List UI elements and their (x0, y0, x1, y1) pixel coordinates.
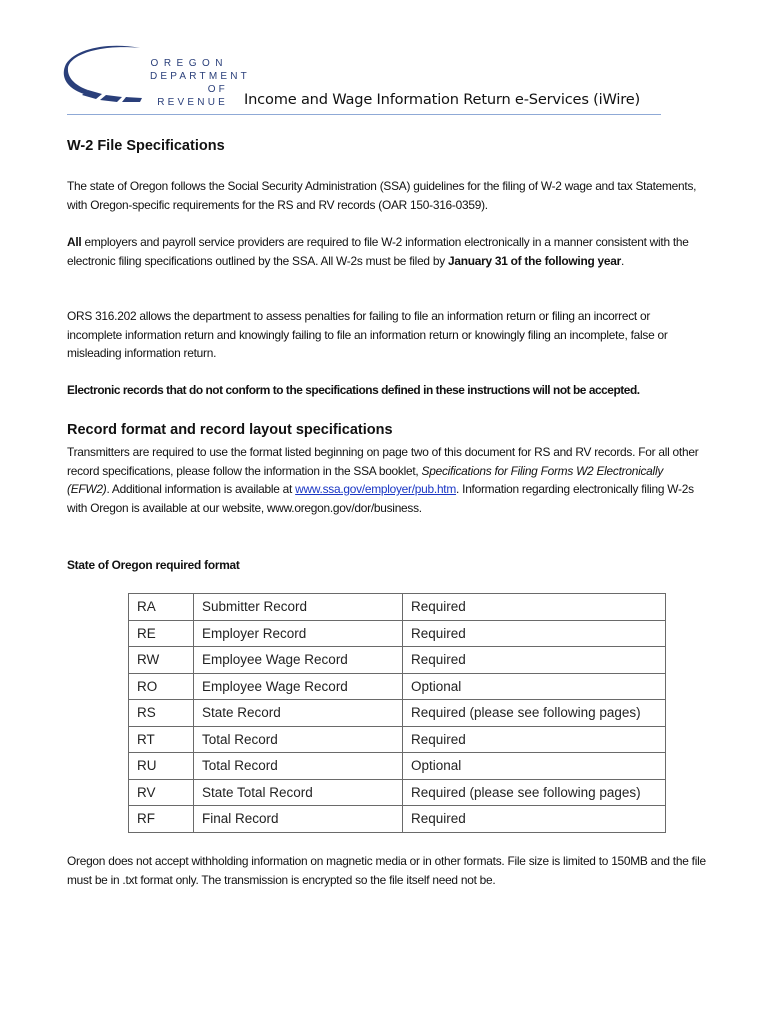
table-row (129, 700, 666, 727)
deadline-emphasis: January 31 of the following year (447, 253, 622, 268)
all-emphasis: All (67, 235, 82, 249)
table-label: State of Oregon required format (67, 558, 240, 572)
record-name: Employee Wage Record (194, 647, 403, 674)
record-status: Required (403, 594, 666, 621)
record-code: RU (129, 753, 194, 780)
file-format-paragraph: Oregon does not accept withholding information on magnetic media or in other formats. File size is limited to 150MB and the file must be in .txt format only. The transmission is encrypted so the file itself need not be. (67, 854, 706, 887)
table-row (129, 779, 666, 806)
record-code: RW (129, 647, 194, 674)
ssa-pub-link[interactable]: www.ssa.gov/employer/pub.htm (295, 482, 457, 496)
record-code: RV (129, 779, 194, 806)
header-divider (67, 114, 661, 115)
record-status: Required (403, 806, 666, 833)
record-format-table (128, 593, 666, 833)
record-name: Final Record (194, 806, 403, 833)
record-status: Required (403, 726, 666, 753)
record-code: RA (129, 594, 194, 621)
record-name: State Record (194, 700, 403, 727)
record-code: RE (129, 620, 194, 647)
record-status: Optional (403, 673, 666, 700)
record-status: Required (403, 620, 666, 647)
record-status: Optional (403, 753, 666, 780)
record-status: Required (please see following pages) (403, 700, 666, 727)
table-row (129, 726, 666, 753)
table-row (129, 753, 666, 780)
oregon-dor-logo (62, 42, 250, 108)
record-name: Submitter Record (194, 594, 403, 621)
table-row (129, 806, 666, 833)
penalties-paragraph: ORS 316.202 allows the department to assess penalties for failing to file an information return or filing an incorrect or incomplete information return and knowingly failing to file an information return or knowingly filing an incomplete, false or misleading information return. (67, 309, 668, 360)
table-row (129, 594, 666, 621)
record-name: Total Record (194, 753, 403, 780)
record-code: RS (129, 700, 194, 727)
page-title: W-2 File Specifications (67, 138, 225, 154)
record-name: Employer Record (194, 620, 403, 647)
logo-line-2: DEPARTMENT (150, 71, 250, 82)
record-name: Employee Wage Record (194, 673, 403, 700)
logo-line-1: OREGON (150, 58, 228, 69)
intro-paragraph: The state of Oregon follows the Social Security Administration (SSA) guidelines for the filing of W-2 wage and tax Statements, with Oregon-specific requirements for the RS and RV records (OAR 150-316-0359). (67, 179, 697, 212)
record-status: Required (please see following pages) (403, 779, 666, 806)
section-heading-record-format: Record format and record layout specifications (67, 422, 393, 438)
table-row (129, 647, 666, 674)
record-format-paragraph (67, 443, 707, 517)
record-format-text-b: . Additional information is available at (106, 482, 296, 496)
table-row (129, 673, 666, 700)
record-status: Required (403, 647, 666, 674)
efw2-booklet-title: Specifications for Filing Forms W2 Electronically (EFW2) (67, 463, 664, 496)
record-format-text-a: Transmitters are required to use the format listed beginning on page two of this document for RS and RV records. For all other record specifications, please follow the information in the SSA booklet, (67, 445, 699, 478)
logo-wordmark (150, 57, 250, 109)
record-code: RT (129, 726, 194, 753)
conformance-warning: Electronic records that do not conform to the specifications defined in these instructions will not be accepted. (67, 383, 640, 397)
period: . (621, 253, 625, 268)
logo-line-3: OF REVENUE (157, 84, 228, 108)
record-code: RO (129, 673, 194, 700)
record-name: Total Record (194, 726, 403, 753)
record-name: State Total Record (194, 779, 403, 806)
record-format-text-c: . Information regarding electronically filing W-2s with Oregon is available at our website, www.oregon.gov/dor/business. (67, 482, 694, 515)
filing-requirement-text: employers and payroll service providers are required to file W-2 information electronically in a manner consistent with the electronic filing specifications outlined by the SSA. All W-2s must be filed by (67, 235, 689, 268)
table-row (129, 620, 666, 647)
filing-requirement-paragraph (67, 233, 707, 270)
record-code: RF (129, 806, 194, 833)
header-title: Income and Wage Information Return e-Services (iWire) (244, 91, 641, 108)
